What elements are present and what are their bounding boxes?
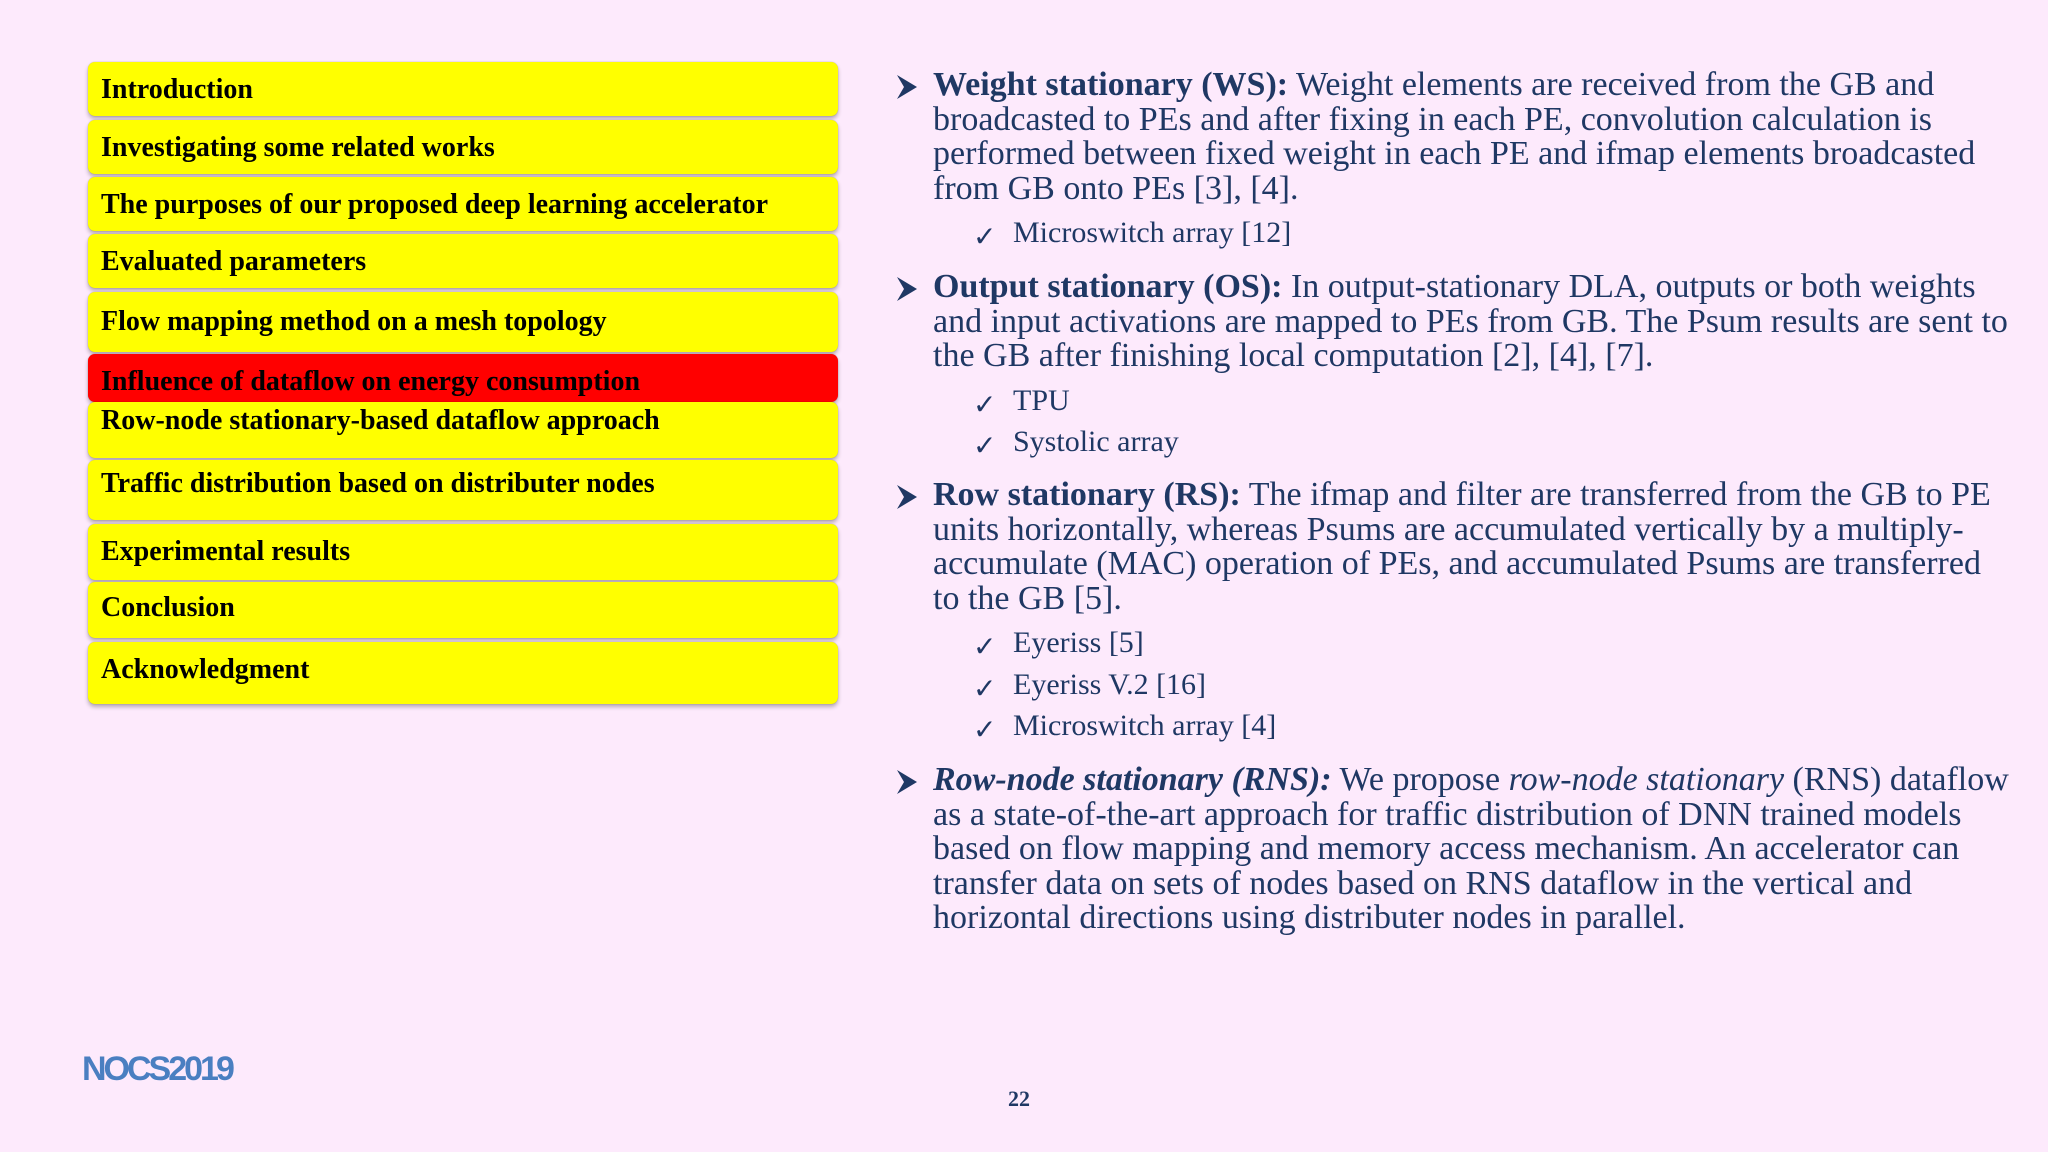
sub-item-label: Microswitch array [4] [1013, 709, 1277, 742]
check-icon: ✓ [973, 671, 997, 705]
agenda-item-experimental-results[interactable] [88, 524, 838, 580]
sub-list [973, 212, 2015, 254]
agenda-item-label: Acknowledgment [101, 654, 310, 685]
page-number: 22 [1008, 1086, 1030, 1111]
agenda-item-row-node-stationary[interactable] [88, 402, 838, 458]
sub-item [973, 664, 2015, 706]
check-icon: ✓ [973, 713, 997, 746]
check-icon: ✓ [973, 387, 997, 421]
check-icon: ✓ [973, 220, 997, 253]
bullet-title: Row stationary (RS): [933, 476, 1241, 513]
agenda-item-flow-mapping[interactable] [88, 292, 838, 352]
bullet-title: Weight stationary (WS): [933, 66, 1289, 103]
bullet-output-stationary [895, 270, 2015, 463]
sub-list [973, 380, 2015, 463]
agenda-item-evaluated-parameters[interactable] [88, 234, 838, 288]
arrow-bullet-icon [895, 276, 919, 302]
bullet-weight-stationary [895, 68, 2015, 254]
sub-item [973, 380, 2015, 422]
agenda-item-label: Influence of dataflow on energy consumption [101, 366, 641, 397]
sub-item-label: TPU [1013, 383, 1070, 417]
bullet-title: Row-node stationary (RNS): [933, 761, 1332, 798]
bullet-text [933, 68, 2015, 206]
sub-list [973, 622, 2015, 747]
bullet-body-after: (RNS) dataflow as a state-of-the-art approach for traffic distribution of DNN trained models based on flow mapping and memory access mechanism. An accelerator can transfer data on sets of nodes based on RNS dataflow in the vertical and horizontal directions using distributer nodes in parallel. [933, 761, 2009, 936]
agenda-item-label: Flow mapping method on a mesh topology [101, 306, 607, 337]
agenda-item-label: Conclusion [101, 592, 235, 623]
conference-logo: NOCS2019 [82, 1050, 232, 1088]
bullet-body: Weight elements are received from the GB and broadcasted to PEs and after fixing in each PE, convolution calculation is performed between fixed weight in each PE and ifmap elements broadcasted from GB onto PEs [3], [4]. [933, 66, 1976, 207]
bullet-body-italic: row-node stationary [1508, 761, 1785, 798]
arrow-bullet-icon [895, 484, 919, 510]
agenda-item-label: Experimental results [101, 536, 351, 567]
bullet-text [933, 270, 2015, 374]
sub-item [973, 212, 2015, 254]
agenda-item-purposes[interactable] [88, 177, 838, 231]
bullet-text [933, 763, 2015, 936]
arrow-bullet-icon [895, 769, 919, 795]
agenda-item-traffic-distribution[interactable] [88, 460, 838, 520]
sub-item [973, 705, 2015, 747]
sub-item-label: Microswitch array [12] [1013, 216, 1292, 249]
agenda-item-label: Introduction [101, 74, 253, 105]
sub-item [973, 622, 2015, 664]
bullet-row-stationary [895, 478, 2015, 747]
agenda-item-acknowledgment[interactable] [88, 642, 838, 704]
agenda-item-label: The purposes of our proposed deep learning accelerator [101, 189, 769, 220]
agenda-item-label: Investigating some related works [101, 132, 495, 163]
sub-item-label: Eyeriss V.2 [16] [1013, 667, 1207, 701]
agenda-item-introduction[interactable] [88, 62, 838, 116]
bullet-body: The ifmap and filter are transferred from the GB to PE units horizontally, whereas Psums are accumulated vertically by a multiply-accumulate (MAC) operation of PEs, and accumulated Psums are transferred to the GB [5]. [933, 476, 1991, 617]
agenda-item-label: Evaluated parameters [101, 246, 367, 277]
agenda-item-conclusion[interactable] [88, 582, 838, 638]
agenda-item-dataflow-energy[interactable] [88, 354, 838, 402]
agenda-item-label: Traffic distribution based on distributer nodes [101, 468, 655, 499]
bullet-body-before: We propose [1331, 761, 1509, 798]
bullet-text [933, 478, 2015, 616]
sub-item-label: Systolic array [1013, 425, 1179, 458]
agenda-item-related-works[interactable] [88, 120, 838, 174]
agenda-item-label: Row-node stationary-based dataflow approach [101, 405, 660, 436]
sub-item-label: Eyeriss [5] [1013, 626, 1144, 659]
check-icon: ✓ [973, 429, 997, 462]
bullet-row-node-stationary [895, 763, 2015, 936]
bullet-title: Output stationary (OS): [933, 268, 1283, 305]
arrow-bullet-icon [895, 74, 919, 100]
bullet-body: In output-stationary DLA, outputs or both weights and input activations are mapped to PEs from GB. The Psum results are sent to the GB after finishing local computation [2], [4], [7]. [933, 268, 2008, 374]
sub-item [973, 421, 2015, 463]
check-icon: ✓ [973, 630, 997, 663]
